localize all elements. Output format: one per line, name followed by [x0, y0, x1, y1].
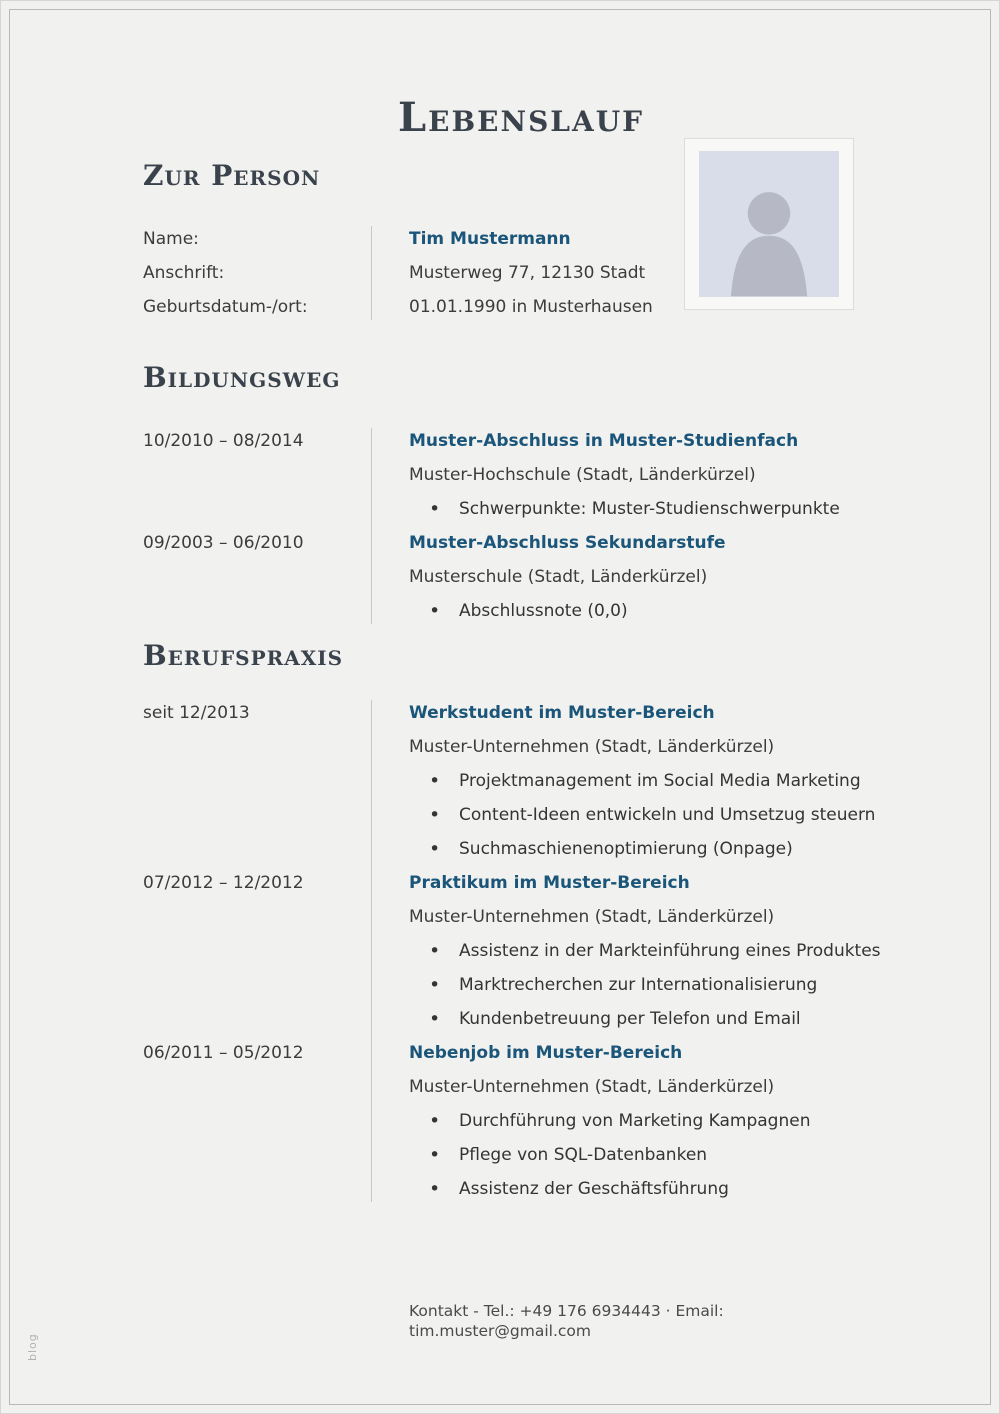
entry-details — [409, 696, 899, 866]
contact-footer: Kontakt - Tel.: +49 176 6934443 · Email: tim.muster@gmail.com — [409, 1302, 724, 1340]
entry-title: Nebenjob im Muster-Bereich — [409, 1043, 683, 1063]
entry-bullet: • Content-Ideen entwickeln und Umsetzug steuern — [409, 798, 899, 832]
experience-entry — [143, 696, 899, 866]
entry-subtitle: Muster-Hochschule (Stadt, Länderkürzel) — [409, 465, 756, 485]
section-heading-education: Bildungsweg — [143, 361, 341, 394]
experience-entries — [143, 696, 899, 1206]
entry-details — [409, 866, 899, 1036]
person-rows — [143, 222, 899, 324]
entry-bullet: • Kundenbetreuung per Telefon und Email — [409, 1002, 899, 1036]
entry-bullet: • Assistenz der Geschäftsführung — [409, 1172, 899, 1206]
entry-bullet: • Schwerpunkte: Muster-Studienschwerpunkte — [409, 492, 899, 526]
entry-details — [409, 526, 899, 628]
experience-entry — [143, 866, 899, 1036]
entry-bullet-list — [409, 1104, 899, 1206]
person-row-address — [143, 256, 899, 290]
entry-period: 06/2011 – 05/2012 — [143, 1043, 304, 1063]
entry-details — [409, 424, 899, 526]
person-value: 01.01.1990 in Musterhausen — [409, 297, 653, 317]
entry-period: 09/2003 – 06/2010 — [143, 533, 304, 553]
entry-title: Werkstudent im Muster-Bereich — [409, 703, 715, 723]
entry-bullet: • Assistenz in der Markteinführung eines Produktes — [409, 934, 899, 968]
education-entry — [143, 526, 899, 628]
entry-subtitle: Muster-Unternehmen (Stadt, Länderkürzel) — [409, 737, 775, 757]
watermark: blog — [26, 1333, 39, 1361]
entry-bullet-list — [409, 934, 899, 1036]
page-title: Lebenslauf — [398, 94, 644, 141]
entry-period: 07/2012 – 12/2012 — [143, 873, 304, 893]
entry-bullet: • Marktrecherchen zur Internationalisierung — [409, 968, 899, 1002]
education-entries — [143, 424, 899, 628]
entry-bullet: • Suchmaschienenoptimierung (Onpage) — [409, 832, 899, 866]
person-value: Tim Mustermann — [409, 229, 571, 249]
person-label: Anschrift: — [143, 263, 225, 283]
entry-period: 10/2010 – 08/2014 — [143, 431, 304, 451]
entry-details — [409, 1036, 899, 1206]
entry-period: seit 12/2013 — [143, 703, 250, 723]
entry-subtitle: Muster-Unternehmen (Stadt, Länderkürzel) — [409, 907, 775, 927]
education-entry — [143, 424, 899, 526]
person-row-birth — [143, 290, 899, 324]
entry-title: Muster-Abschluss Sekundarstufe — [409, 533, 726, 553]
entry-subtitle: Muster-Unternehmen (Stadt, Länderkürzel) — [409, 1077, 775, 1097]
section-heading-experience: Berufspraxis — [143, 639, 344, 672]
section-heading-person: Zur Person — [143, 159, 321, 192]
cv-content — [1, 96, 999, 1341]
entry-title: Praktikum im Muster-Bereich — [409, 873, 690, 893]
experience-entry — [143, 1036, 899, 1206]
person-label: Geburtsdatum-/ort: — [143, 297, 308, 317]
entry-bullet-list — [409, 594, 899, 628]
entry-title: Muster-Abschluss in Muster-Studienfach — [409, 431, 799, 451]
entry-subtitle: Musterschule (Stadt, Länderkürzel) — [409, 567, 708, 587]
entry-bullet: • Durchführung von Marketing Kampagnen — [409, 1104, 899, 1138]
entry-bullet-list — [409, 492, 899, 526]
person-value: Musterweg 77, 12130 Stadt — [409, 263, 646, 283]
entry-bullet: • Pflege von SQL-Datenbanken — [409, 1138, 899, 1172]
person-label: Name: — [143, 229, 199, 249]
person-row-name — [143, 222, 899, 256]
entry-bullet: • Abschlussnote (0,0) — [409, 594, 899, 628]
entry-bullet: • Projektmanagement im Social Media Marketing — [409, 764, 899, 798]
entry-bullet-list — [409, 764, 899, 866]
